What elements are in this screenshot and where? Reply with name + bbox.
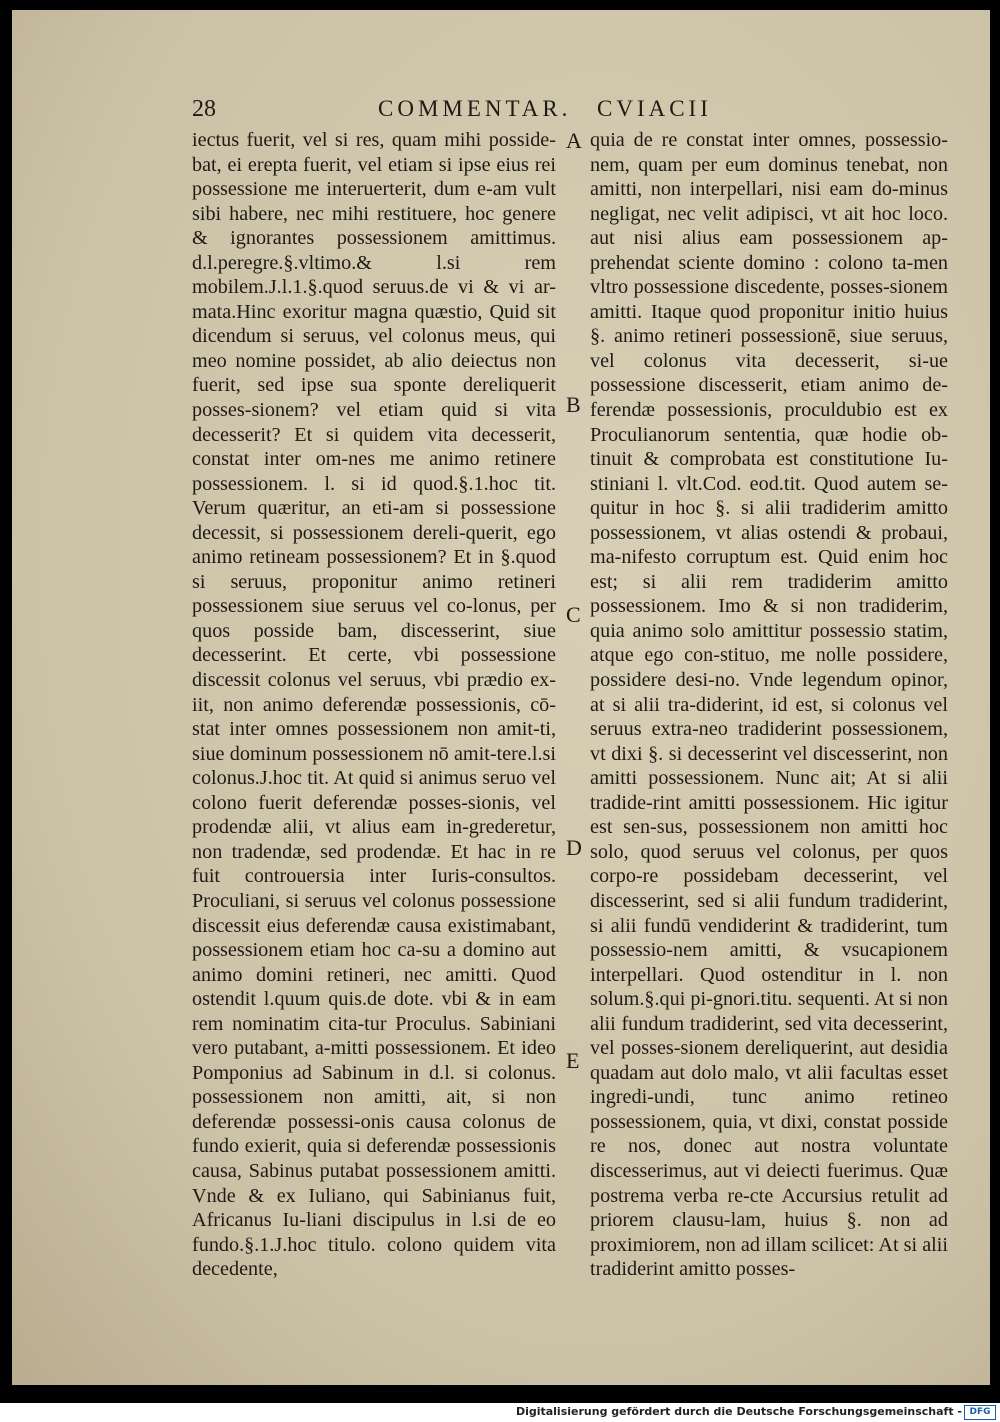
running-head xyxy=(192,92,952,132)
margin-marker-d: D xyxy=(566,835,582,860)
page-number: 28 xyxy=(192,96,216,122)
margin-marker-e: E xyxy=(566,1048,580,1073)
running-title-left: COMMENTAR. xyxy=(378,96,572,121)
funding-notice: Digitalisierung gefördert durch die Deutsche Forschungsgemeinschaft - xyxy=(515,1405,962,1418)
right-column-text: quia de re constat inter omnes, possessio-nem, quam per eum dominus tenebat, non amitti, non interpellari, nisi eam do-minus negligat, nec velit adipisci, vt ait hoc loco. aut nisi alius eam possessionem ap-prehendat sciente domino : colono ta-men vltro possessione discedente, posses-sionem amitti. Itaque quod proponitur initio huius §. animo retineri possessionē, siue seruus, vel colonus vita decesserit, si-ue possessione discesserit, etiam animo de-ferendæ possessionis, proculdubio est ex Proculianorum sententia, quæ hodie ob-tinuit & comprobata est constitutione Iu-stiniani l. vlt.Cod. eod.tit. Quod autem se-quitur in hoc §. si alii tradiderim amitto possessionem, vt alias ostendi & probaui, ma-nifesto corruptum est. Quid enim hoc est; si alii rem tradiderim amitto possessionem. Imo & si non tradiderim, quia animo solo amittitur possessio statim, atque ego con-stituo, me nolle possidere, possidere desi-no. Vnde legendum opinor, at si alii tra-diderint, id est, si colonus vel seruus extra-neo tradiderint possessionem, vt dixi §. si decesserint vel discesserint, non amitti possessionem. Nunc ait; At si alii tradide-rint amitti possessionem. Hic igitur est sen-sus, possessionem non amitti hoc solo, quod seruus vel colonus, per quos corpo-re possidebam decesserint, vel discesserint, sed si alii fundum tradiderint, si alii fundū vendiderint & tradiderint, tum possessio-nem amitti, & vsucapionem interpellari. Quod ostenditur in l. non solum.§.qui pi-gnori.titu. sequenti. At si non alii fundum tradiderint, sed vita decesserint, vel posses-sionem dereliquerint, aut desidia quadam aut dolo malo, vt alii facultas esset ingredi-undi, tunc animo retineo possessionem, quia, vt dixi, constat posside re nos, donec aut nostra voluntate discesserimus, aut vi deiecti fuerimus. Quæ postrema verba re-cte Accursius retulit ad priorem clausu-lam, huius §. non ad proximiorem, non ad illam scilicet: At si alii tradiderint amitto posses- xyxy=(590,129,948,1281)
left-column-text: iectus fuerit, vel si res, quam mihi posside-bat, ei erepta fuerit, vel etiam si ipse eius rei possessione me interuerterit, dum e-am vult sibi habere, nec mihi restituere, hoc genere & ignorantes possessionem amittimus. d.l.peregre.§.vltimo.& l.si rem mobilem.J.l.1.§.quod seruus.de vi & vi ar-mata.Hinc exoritur magna quæstio, Quid sit dicendum si seruus, vel colonus meus, qui meo nomine possidet, ab alio deiectus non fuerit, sed ipse sua sponte dereliquerit posses-sionem? vel etiam quid si vita decesserit? Et si quidem vita decesserit, constat inter om-nes me animo retinere possessionem. l. si id quod.§.1.hoc tit. Verum quæritur, an eti-am si possessione decessit, si possessionem dereli-querit, ego animo retineam possessionem? Et in §.quod si seruus, proponitur animo retineri possessionem siue seruus vel co-lonus, per quos posside bam, discesserint, siue decesserint. Et certe, vbi possessione discessit colonus vel seruus, vbi prædio ex-iit, non animo deferendæ possessionis, cō-stat inter omnes possessionem non amit-ti, siue dominum possessionem nō amit-tere.l.si colonus.J.hoc tit. At quid si animus seruo vel colono fuerit deferendæ posses-sionis, vel prodendæ alii, vt alius eam in-grederetur, non tradendæ, sed prodendæ. Et hac in re fuit controuersia inter Iuris-consultos. Proculiani, si seruus vel colonus possessione discessit eius deferendæ causa existimabant, possessionem etiam hoc ca-su a domino aut animo domini retineri, nec amitti. Quod ostendit l.quum quis.de dote. vbi & in eam rem nominatim cita-tur Proculus. Sabiniani vero putabant, a-mitti possessionem. Et ideo Pomponius ad Sabinum in d.l. si colonus. possessionem non amitti, ait, si non deferendæ possessi-onis causa colonus de fundo exierit, quia si deferendæ possessionis causa, Sabinus putabat possessionem amitti. Vnde & ex Iuliano, qui Sabinianus fuit, Africanus Iu-liani discipulus in l.si de eo fundo.§.1.J.hoc titulo. colono quidem vita decedente, xyxy=(192,129,556,1281)
margin-marker-b: B xyxy=(566,392,581,417)
text-column-left xyxy=(192,128,556,1281)
margin-marker-c: C xyxy=(566,602,581,627)
text-column-right xyxy=(590,128,948,1281)
dfg-logo: DFG xyxy=(964,1405,996,1420)
scan-top-edge xyxy=(0,0,1000,10)
running-title-right: CVIACII xyxy=(597,96,712,121)
margin-marker-a: A xyxy=(566,128,582,153)
